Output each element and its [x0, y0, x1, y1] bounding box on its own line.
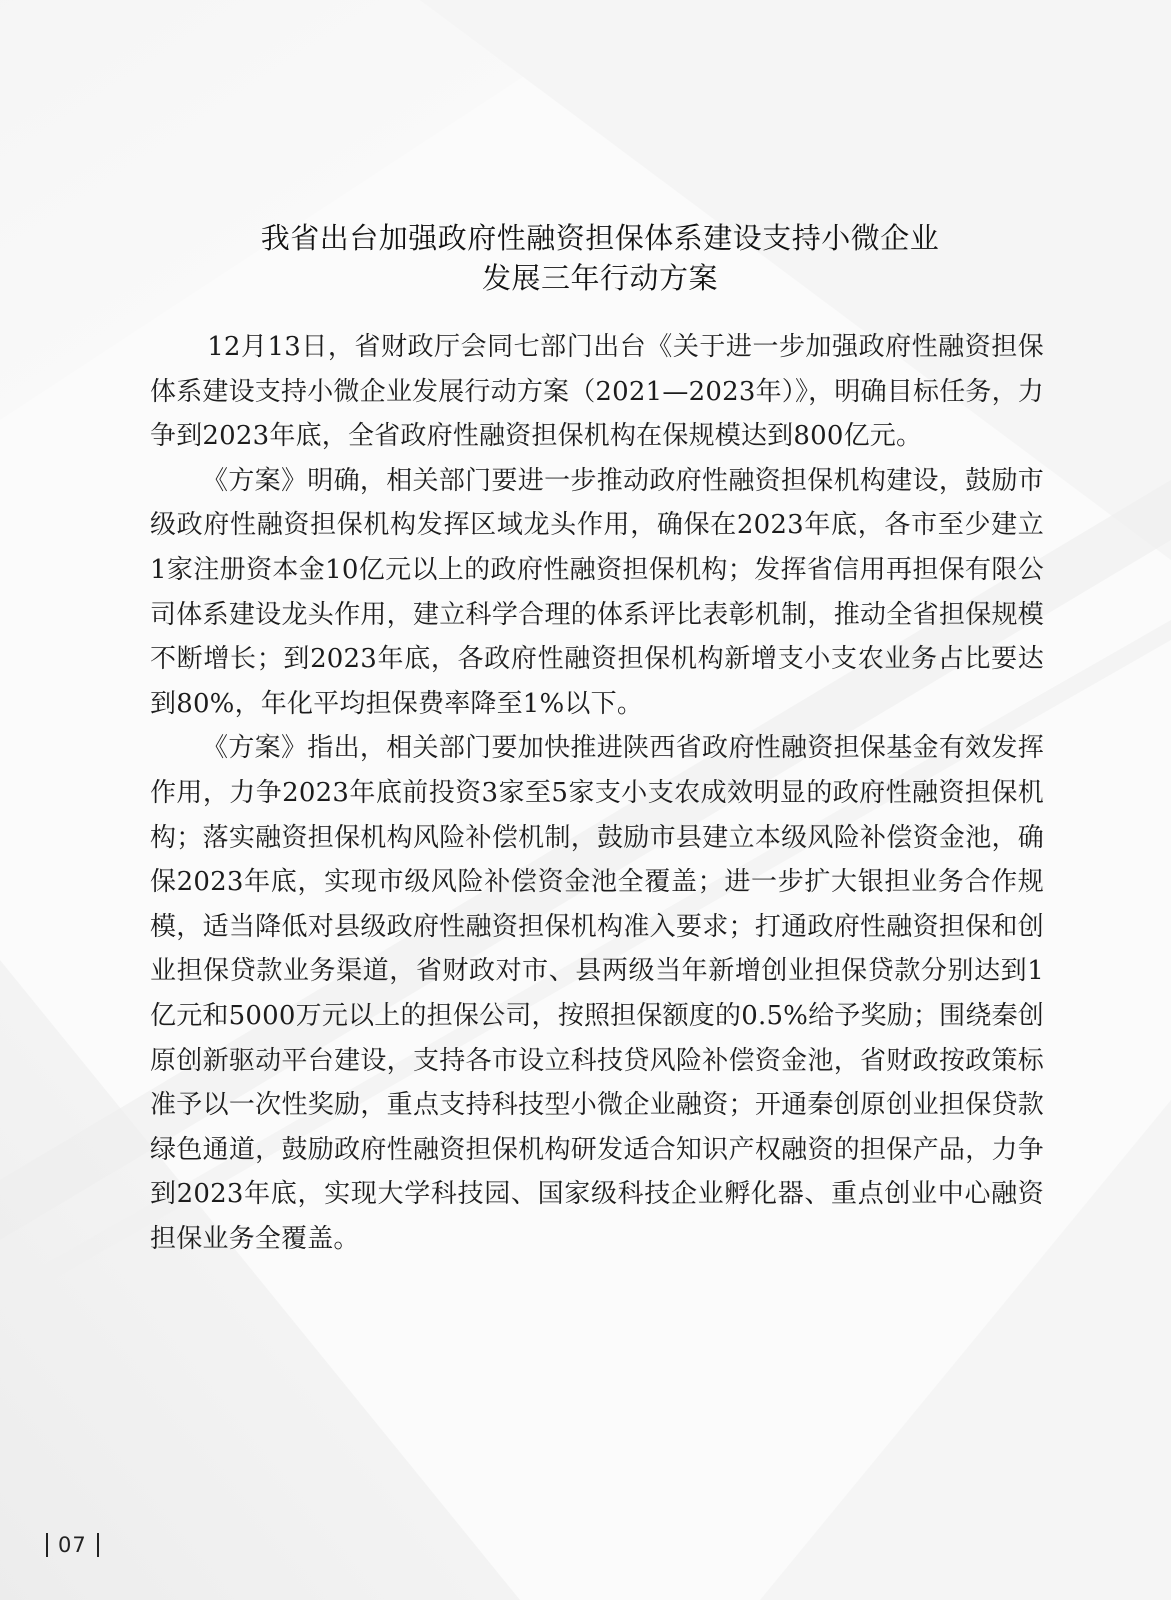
article-body: [150, 325, 1044, 1261]
right-divider: [97, 1533, 99, 1557]
article-title: [150, 218, 1050, 298]
paragraph-2: 《方案》明确，相关部门要进一步推动政府性融资担保机构建设，鼓励市级政府性融资担保机构发挥区域龙头作用，确保在2023年底，各市至少建立1家注册资本金10亿元以上的政府性融资担保机构；发挥省信用再担保有限公司体系建设龙头作用，建立科学合理的体系评比表彰机制，推动全省担保规模不断增长；到2023年底，各政府性融资担保机构新增支小支农业务占比要达到80%，年化平均担保费率降至1%以下。: [150, 465, 1044, 719]
paragraph-3: 《方案》指出，相关部门要加快推进陕西省政府性融资担保基金有效发挥作用，力争2023年底前投资3家至5家支小支农成效明显的政府性融资担保机构；落实融资担保机构风险补偿机制，鼓励市县建立本级风险补偿资金池，确保2023年底，实现市级风险补偿资金池全覆盖；进一步扩大银担业务合作规模，适当降低对县级政府性融资担保机构准入要求；打通政府性融资担保和创业担保贷款业务渠道，省财政对市、县两级当年新增创业担保贷款分别达到1亿元和5000万元以上的担保公司，按照担保额度的0.5%给予奖励；围绕秦创原创新驱动平台建设，支持各市设立科技贷风险补偿资金池，省财政按政策标准予以一次性奖励，重点支持科技型小微企业融资；开通秦创原创业担保贷款绿色通道，鼓励政府性融资担保机构研发适合知识产权融资的担保产品，力争到2023年底，实现大学科技园、国家级科技企业孵化器、重点创业中心融资担保业务全覆盖。: [150, 733, 1044, 1254]
title-line-1: 我省出台加强政府性融资担保体系建设支持小微企业: [260, 221, 940, 255]
title-line-2: 发展三年行动方案: [481, 261, 718, 295]
page-number: [46, 1530, 99, 1560]
page-number-text: 07: [58, 1533, 87, 1557]
paragraph-1: 12月13日，省财政厅会同七部门出台《关于进一步加强政府性融资担保体系建设支持小微企业发展行动方案（2021—2023年）》，明确目标任务，力争到2023年底，全省政府性融资担保机构在保规模达到800亿元。: [150, 332, 1044, 452]
